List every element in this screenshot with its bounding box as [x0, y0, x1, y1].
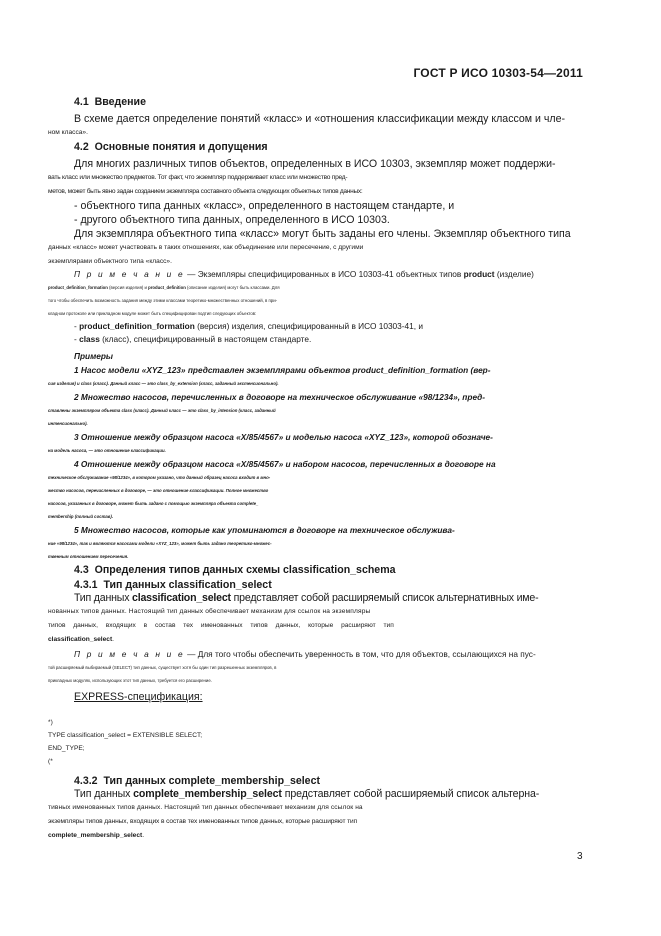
note-line: прикладных модулях, использующих этот тип данных, требуется его расширение.	[48, 678, 212, 683]
example-line: 5 Множество насосов, которые как упоминаются в договоре на техническое обслужива-	[74, 525, 455, 535]
bullet-item: - объектного типа данных «класс», определенного в настоящем стандарте, и	[74, 200, 455, 212]
note-line: product_definition_formation (версия изделия) и product_definition (описание изделия) могут быть классами. Для	[48, 285, 280, 290]
section-4-3-1-heading	[74, 578, 584, 592]
paragraph-line: экземпляры типов данных, входящих в состав тех именованных типов данных, которые расширяют тип	[48, 818, 358, 825]
note-bullet: - product_definition_formation (версия) изделия, специфицированный в ИСО 10303-41, и	[74, 321, 424, 331]
example-line: 1 Насос модели «XYZ_123» представлен экземплярами объектов product_definition_formation (вер-	[74, 365, 491, 375]
paragraph-line: classification_select.	[48, 636, 114, 643]
section-title: Тип данных classification_select	[103, 579, 272, 591]
section-number: 4.3.1	[74, 579, 98, 591]
page-number: 3	[577, 851, 583, 862]
example-line: 3 Отношение между образцом насоса «X/85/4567» и моделью насоса «XYZ_123», которой обозначе-	[74, 432, 493, 442]
note-line: кладном протоколе или прикладном модуле может быть специфицирован подтип следующих объектов:	[48, 311, 257, 316]
section-4-3-heading	[74, 563, 584, 577]
section-number: 4.1	[74, 96, 89, 108]
section-number: 4.3	[74, 564, 89, 576]
section-4-1-heading	[74, 95, 584, 109]
section-title: Определения типов данных схемы classification_schema	[94, 564, 396, 576]
note-line: той расширяемый выбираемый (SELECT) тип данных, существует хотя бы один тип разрешенных экземпляров, в	[48, 665, 277, 670]
example-line: интенсионально).	[48, 421, 88, 426]
section-number: 4.2	[74, 141, 89, 153]
code-line: *)	[48, 719, 53, 726]
section-title: Тип данных complete_membership_select	[103, 775, 320, 787]
section-title: Основные понятия и допущения	[94, 141, 268, 153]
example-line: твенным отношением пересечения.	[48, 554, 129, 559]
example-line: сия изделия) и class (класс). Данный класс — это class_by_extension (класс, заданный экстенсионально).	[48, 381, 279, 386]
example-line: ние «98/1234», так и являются насосами модели «XYZ_123», может быть задано теоретико-множес-	[48, 541, 272, 546]
paragraph-line: Для многих различных типов объектов, определенных в ИСО 10303, экземпляр может поддержи-	[74, 158, 556, 170]
example-line: ставлены экземпляром объекта class (класс). Данный класс — это class_by_intension (класс, заданный	[48, 408, 276, 413]
paragraph-line: complete_membership_select.	[48, 832, 145, 839]
paragraph-line: данных «класс» может участвовать в таких отношениях, как объединение или пересечение, с другими	[48, 244, 364, 251]
paragraph-line: метов, может быть явно задан созданием экземпляра составного объекта следующих объектных типов данных:	[48, 188, 363, 195]
example-line: 4 Отношение между образцом насоса «X/85/4567» и набором насосов, перечисленных в договоре на	[74, 459, 496, 469]
section-4-2-heading	[74, 140, 584, 154]
code-line: (*	[48, 758, 53, 765]
paragraph-line: В схеме дается определение понятий «класс» и «отношения классификации между классом и чле-	[74, 113, 566, 125]
note-label: П р и м е ч а н и е	[74, 649, 185, 659]
paragraph-line: Для экземпляра объектного типа «класс» могут быть заданы его члены. Экземпляр объектного типа	[74, 228, 571, 240]
note-label: П р и м е ч а н и е	[74, 269, 185, 279]
paragraph-line: типов данных, входящих в состав тех именованных типов данных, которые расширяют тип	[48, 622, 394, 629]
paragraph-line: ном класса».	[48, 129, 88, 136]
note-bullet: - class (класс), специфицированный в настоящем стандарте.	[74, 334, 312, 344]
examples-title: Примеры	[74, 351, 114, 361]
example-line: насосов, указанных в договоре, может быть задано с помощью экземпляра объекта complete_	[48, 501, 259, 506]
example-line: техническое обслуживание «98/1234», в котором указано, что данный образец насоса входит в мно-	[48, 475, 271, 480]
section-number: 4.3.2	[74, 775, 98, 787]
section-title: Введение	[94, 96, 146, 108]
express-spec-label: EXPRESS-спецификация:	[74, 691, 203, 703]
section-4-3-2-heading	[74, 774, 584, 788]
note-1: П р и м е ч а н и е — Экземпляры специфицированных в ИСО 10303-41 объектных типов product (изделие)	[74, 269, 534, 279]
note-line: того чтобы обеспечить возможность задания между этими классами теоретико-множественных отношений, в при-	[48, 298, 278, 303]
note-2: П р и м е ч а н и е — Для того чтобы обеспечить уверенность в том, что для объектов, ссылающихся на пус-	[74, 649, 536, 659]
bullet-item: - другого объектного типа данных, определенного в ИСО 10303.	[74, 214, 390, 226]
paragraph-line: вать класс или множество предметов. Тот факт, что экземпляр поддерживает класс или множество пред-	[48, 174, 348, 181]
paragraph-line: нованных типов данных. Настоящий тип данных обеспечивает механизм для ссылок на экземпляры	[48, 608, 371, 615]
example-line: жество насосов, перечисленных в договоре, — это отношение классификации. Полное множество	[48, 488, 269, 493]
example-line: 2 Множество насосов, перечисленных в договоре на техническое обслуживание «98/1234», пред-	[74, 392, 486, 402]
example-line: на модель насоса, — это отношение классификации.	[48, 448, 166, 453]
paragraph-line: Тип данных complete_membership_select представляет собой расширяемый список альтерна-	[74, 788, 540, 800]
document-header: ГОСТ Р ИСО 10303-54—2011	[413, 66, 583, 80]
paragraph-line: тивных именованных типов данных. Настоящий тип данных обеспечивает механизм для ссылок на	[48, 804, 363, 811]
example-line: membership (полный состав).	[48, 514, 114, 519]
code-line: TYPE classification_select = EXTENSIBLE SELECT;	[48, 732, 203, 739]
paragraph-line: экземплярами объектного типа «класс».	[48, 258, 172, 265]
paragraph-line: Тип данных classification_select представляет собой расширяемый список альтернативных име-	[74, 592, 539, 604]
code-line: END_TYPE;	[48, 745, 85, 752]
